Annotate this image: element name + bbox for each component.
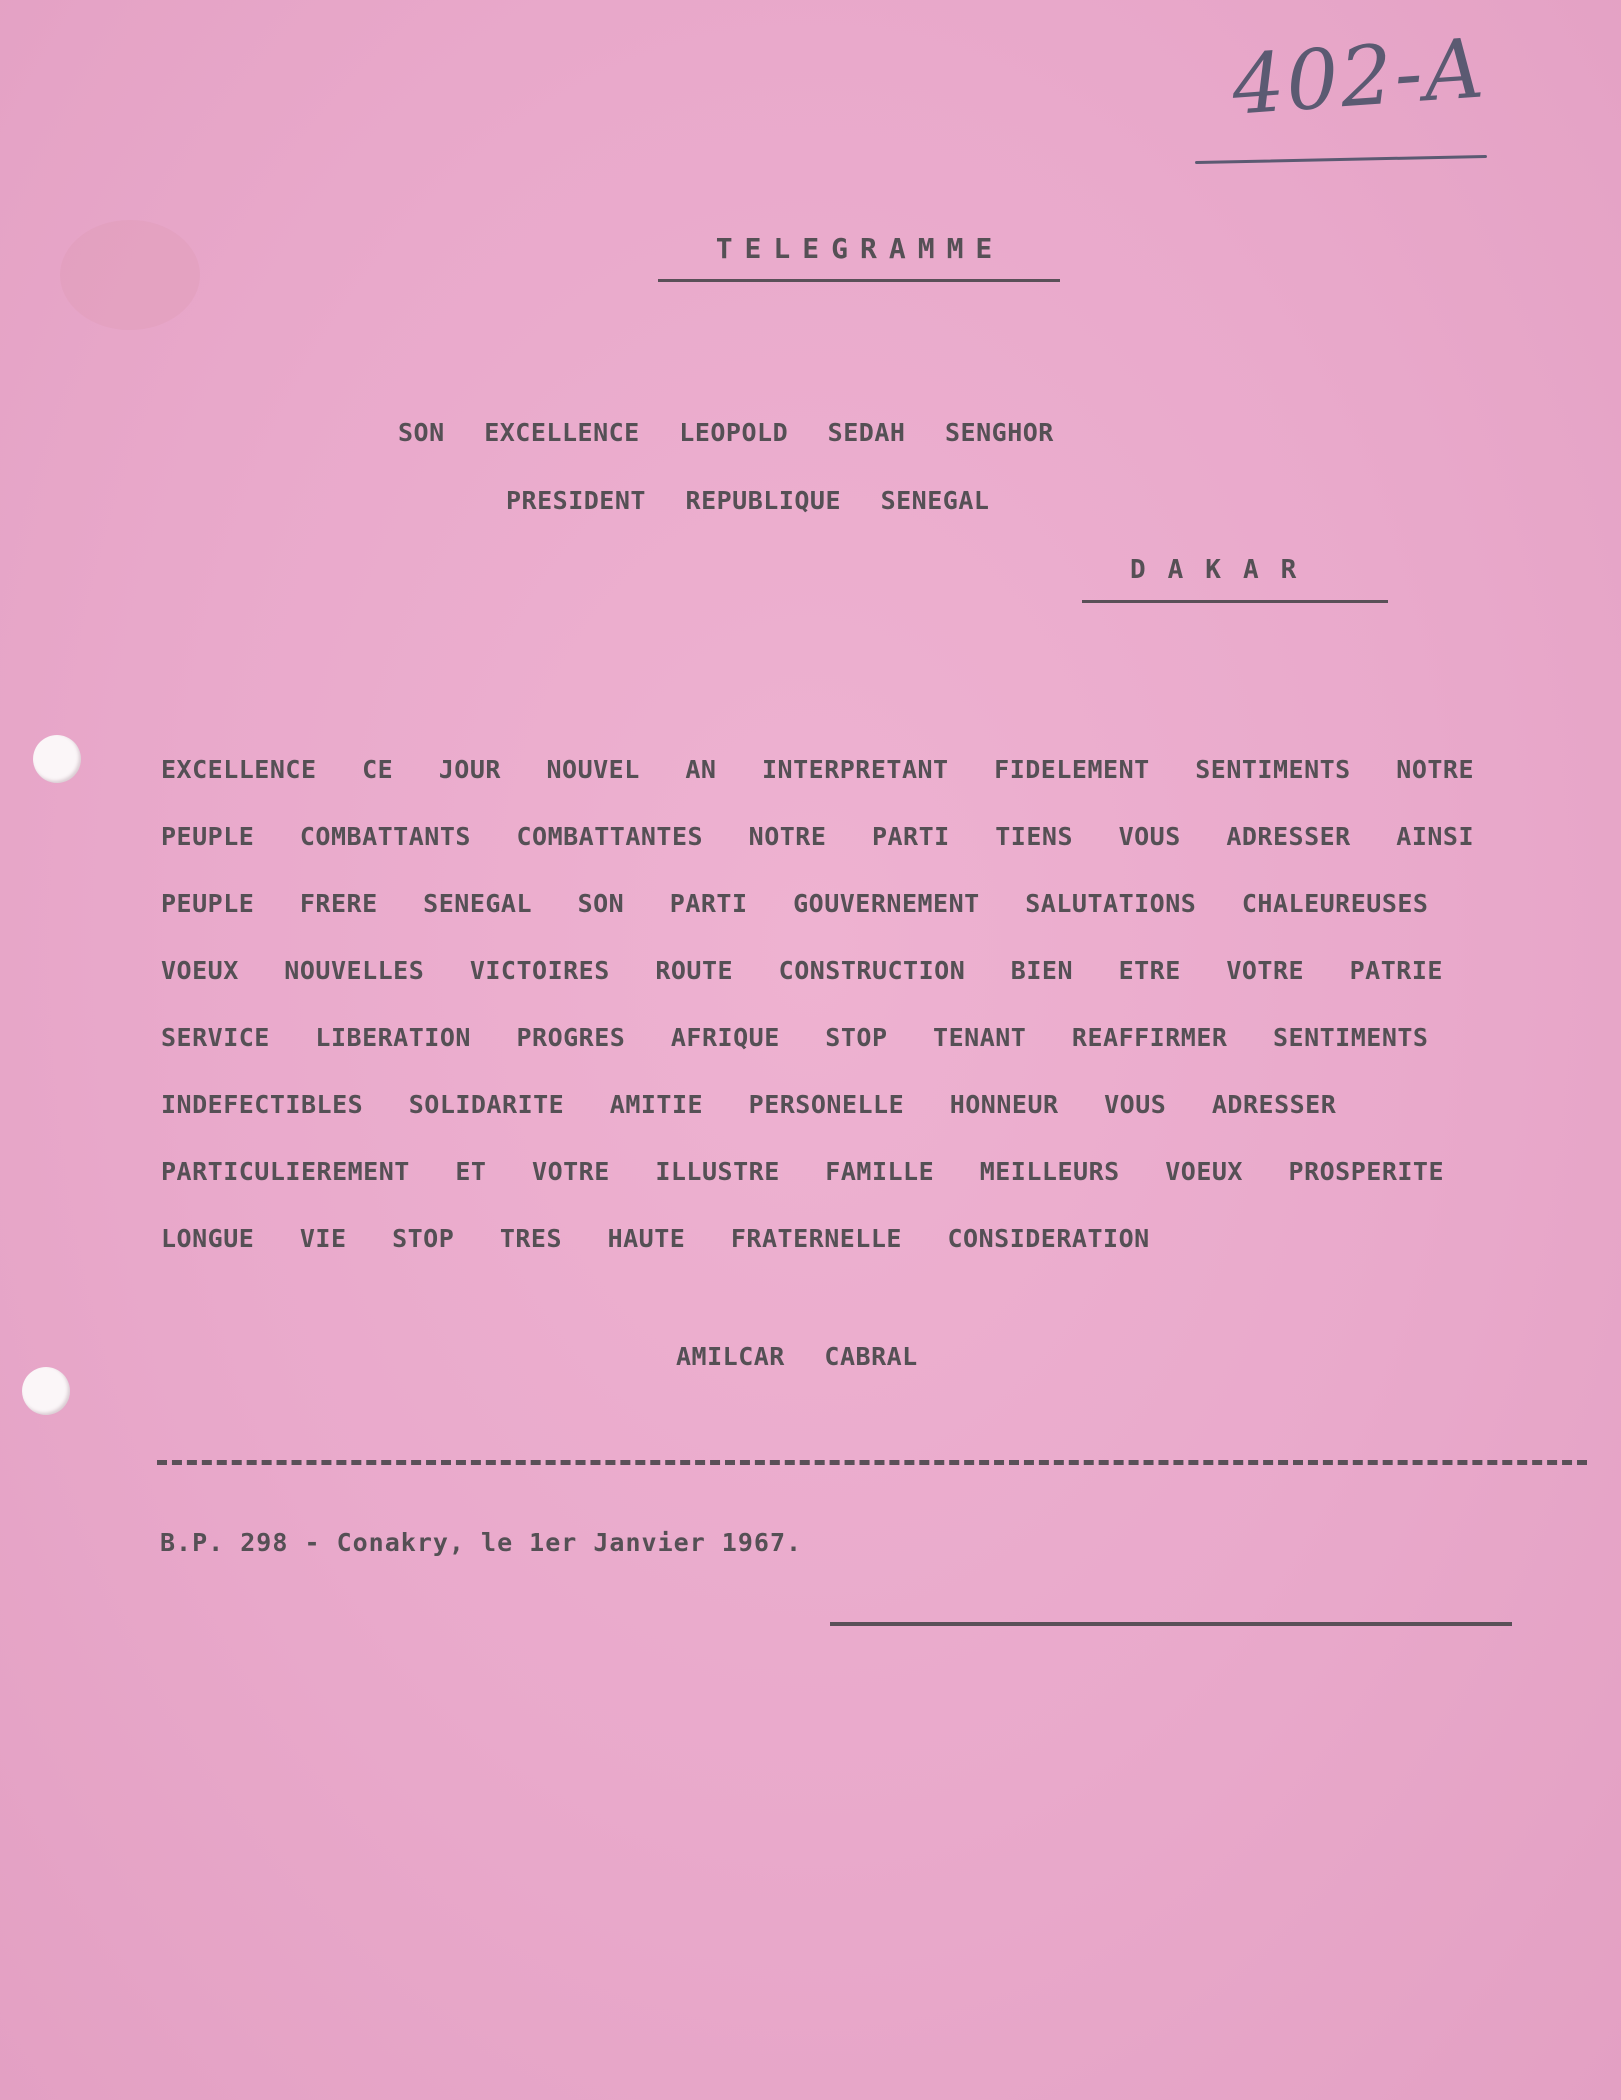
place-date: B.P. 298 - Conakry, le 1er Janvier 1967. xyxy=(160,1528,803,1557)
addressee-title: PRESIDENT REPUBLIQUE SENEGAL xyxy=(506,486,990,515)
message-line: PARTICULIEREMENT ET VOTRE ILLUSTRE FAMILLE MEILLEURS VOEUX PROSPERITE xyxy=(161,1157,1445,1186)
signature: AMILCAR CABRAL xyxy=(676,1342,918,1371)
dashed-divider xyxy=(157,1460,1587,1465)
message-line: PEUPLE FRERE SENEGAL SON PARTI GOUVERNEMENT SALUTATIONS CHALEUREUSES xyxy=(161,889,1429,918)
addressee-name: SON EXCELLENCE LEOPOLD SEDAH SENGHOR xyxy=(398,418,1054,447)
message-line: INDEFECTIBLES SOLIDARITE AMITIE PERSONELLE HONNEUR VOUS ADRESSER xyxy=(161,1090,1337,1119)
message-line: PEUPLE COMBATTANTS COMBATTANTES NOTRE PARTI TIENS VOUS ADRESSER AINSI xyxy=(161,822,1475,851)
handwritten-annotation: 402-A xyxy=(1228,21,1489,134)
punch-hole xyxy=(33,735,81,783)
annotation-underline xyxy=(1195,155,1487,164)
city-underline xyxy=(1082,600,1388,603)
footer-signature-line xyxy=(830,1622,1512,1626)
document-title: TELEGRAMME xyxy=(715,232,1005,265)
punch-hole xyxy=(22,1367,70,1415)
message-line: LONGUE VIE STOP TRES HAUTE FRATERNELLE CONSIDERATION xyxy=(161,1224,1150,1253)
addressee-city: DAKAR xyxy=(1130,555,1319,585)
message-line: SERVICE LIBERATION PROGRES AFRIQUE STOP TENANT REAFFIRMER SENTIMENTS xyxy=(161,1023,1429,1052)
message-line: VOEUX NOUVELLES VICTOIRES ROUTE CONSTRUCTION BIEN ETRE VOTRE PATRIE xyxy=(161,956,1443,985)
title-underline xyxy=(658,279,1060,282)
message-line: EXCELLENCE CE JOUR NOUVEL AN INTERPRETANT FIDELEMENT SENTIMENTS NOTRE xyxy=(161,755,1475,784)
